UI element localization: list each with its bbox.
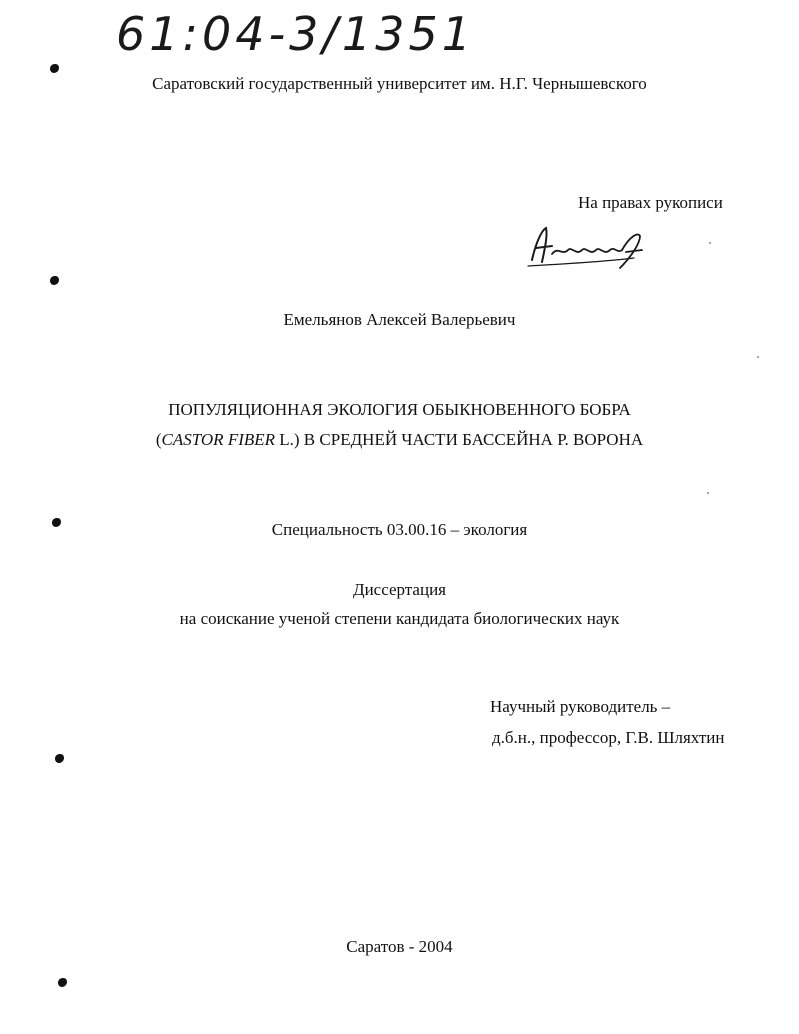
binding-mark xyxy=(50,64,59,73)
scan-speck xyxy=(757,356,759,358)
title-rest: L.) В СРЕДНЕЙ ЧАСТИ БАССЕЙНА Р. ВОРОНА xyxy=(275,430,644,449)
manuscript-note: На правах рукописи xyxy=(578,193,723,212)
title-paren: ( xyxy=(155,430,162,449)
place-and-year: Саратов - 2004 xyxy=(346,937,453,956)
author-name: Емельянов Алексей Валерьевич xyxy=(283,310,516,329)
university-name: Саратовский государственный университет им. Н.Г. Чернышевского xyxy=(152,74,647,93)
dissertation-title-line1: ПОПУЛЯЦИОННАЯ ЭКОЛОГИЯ ОБЫКНОВЕННОГО БОБРА xyxy=(168,400,631,419)
binding-mark xyxy=(58,978,67,987)
degree-sought: на соискание ученой степени кандидата биологических наук xyxy=(179,609,620,628)
specialty: Специальность 03.00.16 – экология xyxy=(271,520,528,539)
document-type: Диссертация xyxy=(352,580,446,599)
dissertation-title-line2 xyxy=(0,430,799,450)
archive-number-handwritten xyxy=(112,0,512,60)
scan-speck xyxy=(707,492,709,494)
supervisor-label: Научный руководитель – xyxy=(490,697,671,716)
author-signature xyxy=(522,222,652,272)
binding-mark xyxy=(50,276,59,285)
scan-speck xyxy=(709,242,711,244)
archive-number-text: 61:04-3/1351 xyxy=(116,7,475,60)
species-latin-name: CASTOR FIBER xyxy=(161,430,276,449)
supervisor-name: д.б.н., профессор, Г.В. Шляхтин xyxy=(492,728,725,747)
binding-mark xyxy=(55,754,64,763)
